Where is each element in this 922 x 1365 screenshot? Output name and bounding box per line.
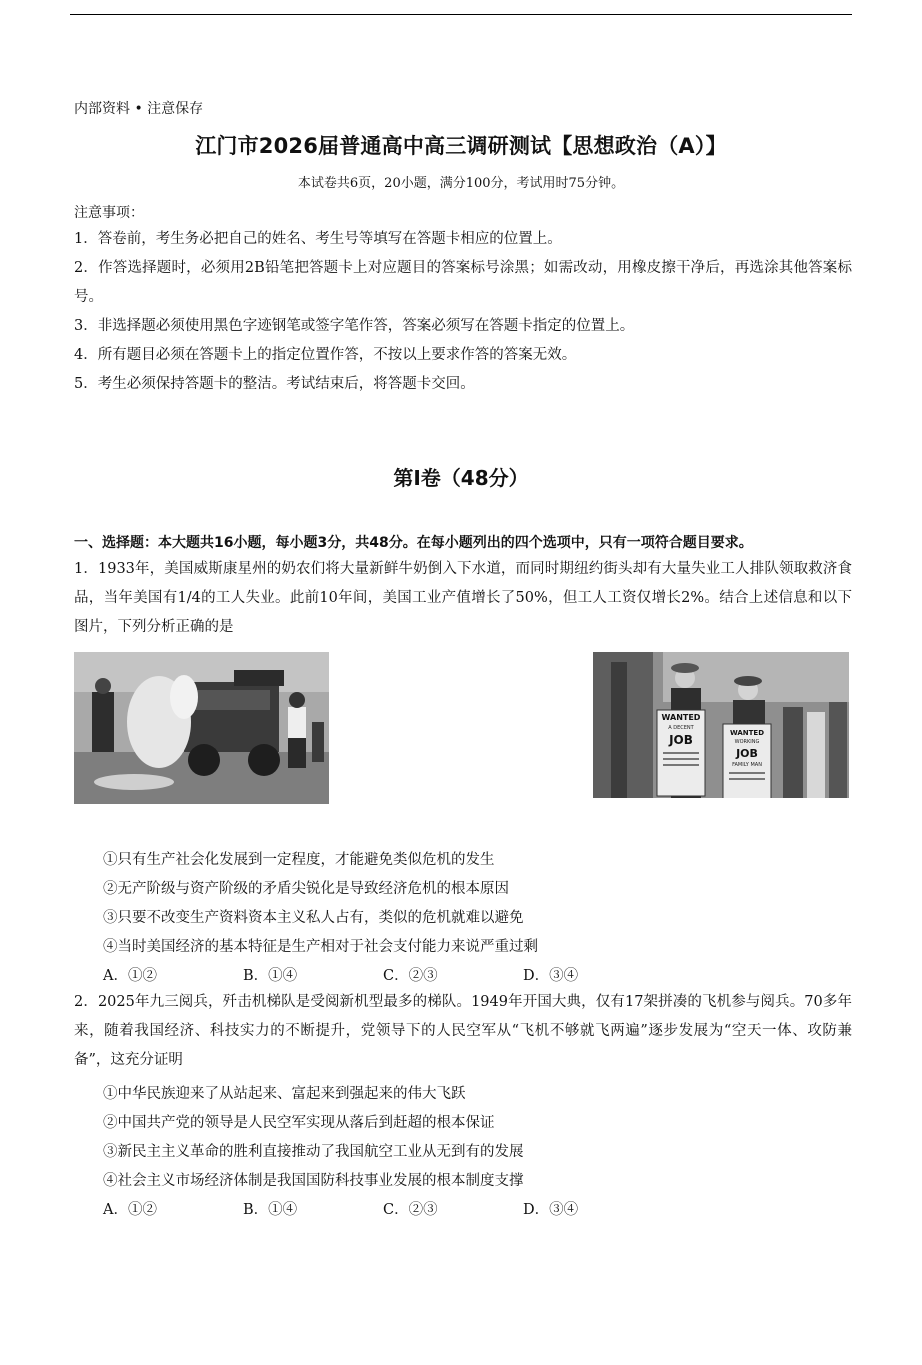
statement: ①只有生产社会化发展到一定程度，才能避免类似危机的发生 <box>103 852 495 868</box>
milk-dumping-photo-drawing <box>74 652 329 804</box>
question-1-options <box>103 962 852 991</box>
option-b[interactable]: B．①④ <box>243 968 298 984</box>
sign-text: JOB <box>669 733 693 747</box>
confidential-label: 内部资料 • 注意保存 <box>74 101 204 117</box>
sign-text: WANTED <box>729 729 765 737</box>
statement: ③只要不改变生产资料资本主义私人占有，类似的危机就难以避免 <box>103 910 524 926</box>
statement: ②中国共产党的领导是人民空军实现从落后到赶超的根本保证 <box>103 1115 495 1131</box>
notes-heading: 注意事项： <box>74 205 144 221</box>
note-item: 2．作答选择题时，必须用2B铅笔把答题卡上对应题目的答案标号涂黑；如需改动，用橡皮擦干净后，再选涂其他答案标号。 <box>74 260 852 305</box>
question-1-statements <box>103 846 852 991</box>
option-a[interactable]: A．①② <box>103 968 157 984</box>
unemployed-men-photo-drawing <box>593 652 849 798</box>
statement: ①中华民族迎来了从站起来、富起来到强起来的伟大飞跃 <box>103 1086 466 1102</box>
note-item: 5．考生必须保持答题卡的整洁。考试结束后，将答题卡交回。 <box>74 376 475 392</box>
note-item: 4．所有题目必须在答题卡上的指定位置作答，不按以上要求作答的答案无效。 <box>74 347 577 363</box>
sign-text: WORKING <box>734 739 760 745</box>
sign-text: WANTED <box>661 713 701 722</box>
milk-dumping-photo <box>74 652 329 804</box>
statement: ④当时美国经济的基本特征是生产相对于社会支付能力来说严重过剩 <box>103 939 538 955</box>
section-title: 第Ⅰ卷（48分） <box>393 466 529 490</box>
sign-text: FAMILY MAN <box>732 762 762 768</box>
option-a[interactable]: A．①② <box>103 1202 157 1218</box>
header-rule <box>70 14 852 15</box>
option-c[interactable]: C．②③ <box>383 968 438 984</box>
option-c[interactable]: C．②③ <box>383 1202 438 1218</box>
question-2-options <box>103 1196 852 1225</box>
statement: ④社会主义市场经济体制是我国国防科技事业发展的根本制度支撑 <box>103 1173 524 1189</box>
notes-list <box>74 225 852 399</box>
section-instruction: 一、选择题：本大题共16小题，每小题3分，共48分。在每小题列出的四个选项中，只有一项符合题目要求。 <box>74 535 753 551</box>
question-2-statements <box>103 1080 852 1225</box>
statement: ②无产阶级与资产阶级的矛盾尖锐化是导致经济危机的根本原因 <box>103 881 509 897</box>
question-1-stem: 1．1933年，美国威斯康星州的奶农们将大量新鲜牛奶倒入下水道，而同时期纽约街头却有大量失业工人排队领取救济食品，当年美国有1/4的工人失业。此前10年间，美国工业产值增长了50%，但工人工资仅增长2%。结合上述信息和以下图片，下列分析正确的是 <box>74 561 852 635</box>
question-2-stem: 2．2025年九三阅兵，歼击机梯队是受阅新机型最多的梯队。1949年开国大典，仅有17架拼凑的飞机参与阅兵。70多年来，随着我国经济、科技实力的不断提升，党领导下的人民空军从“飞机不够就飞两遍”逐步发展为“空天一体、攻防兼备”，这充分证明 <box>74 994 852 1068</box>
option-b[interactable]: B．①④ <box>243 1202 298 1218</box>
option-d[interactable]: D．③④ <box>523 968 579 984</box>
unemployed-men-photo <box>593 652 849 798</box>
exam-subtitle: 本试卷共6页，20小题，满分100分，考试用时75分钟。 <box>297 176 625 191</box>
note-item: 3．非选择题必须使用黑色字迹钢笔或签字笔作答，答案必须写在答题卡指定的位置上。 <box>74 318 635 334</box>
sign-text: A DECENT <box>668 725 694 731</box>
note-item: 1．答卷前，考生务必把自己的姓名、考生号等填写在答题卡相应的位置上。 <box>74 231 562 247</box>
statement: ③新民主主义革命的胜利直接推动了我国航空工业从无到有的发展 <box>103 1144 524 1160</box>
page-title: 江门市2026届普通高中高三调研测试【思想政治（A）】 <box>195 134 727 158</box>
option-d[interactable]: D．③④ <box>523 1202 579 1218</box>
sign-text: JOB <box>736 747 758 760</box>
